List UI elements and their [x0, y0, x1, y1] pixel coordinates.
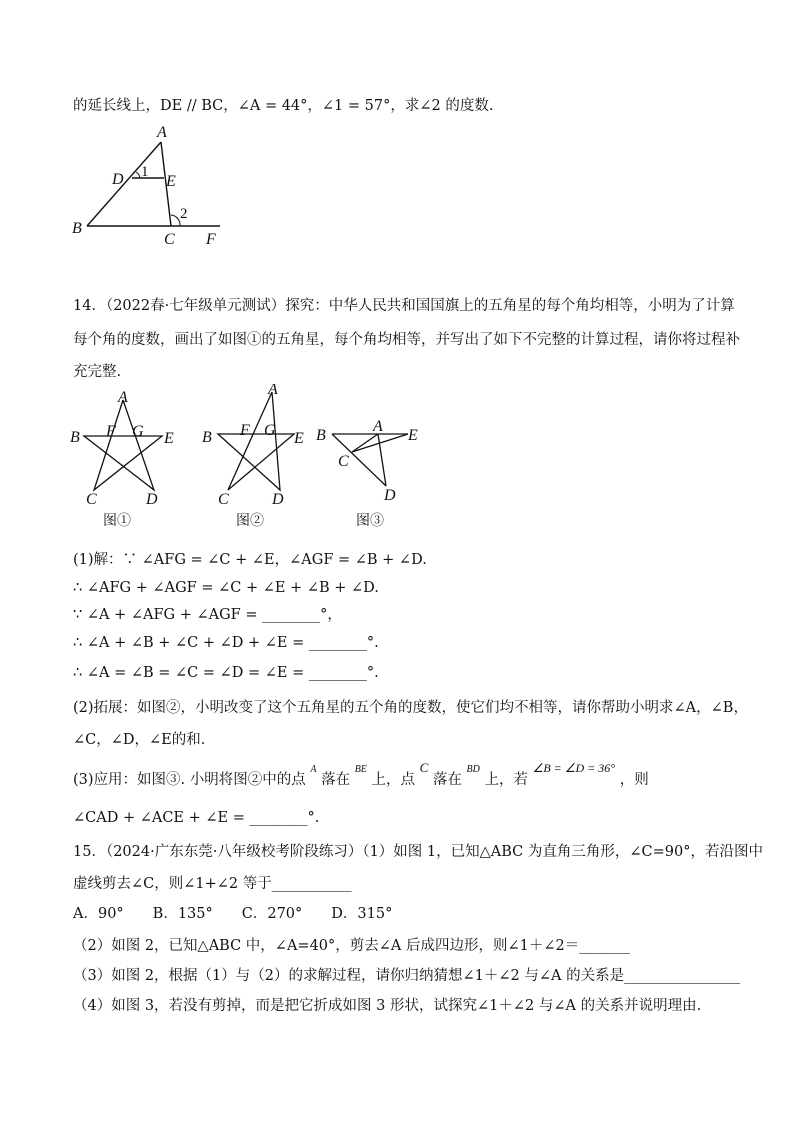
application-text: 上，点: [371, 772, 416, 788]
solution-step-2: ∴ ∠AFG + ∠AGF = ∠C + ∠E + ∠B + ∠D.: [73, 580, 379, 596]
application-end: ，则: [619, 772, 649, 788]
star-figure-3: [312, 418, 422, 506]
q14-line-2: 每个角的度数，画出了如图①的五角星，每个角均相等，并写出了如下不完整的计算过程，请你将过程补: [73, 332, 740, 348]
q15-line-5: （4）如图 3，若没有剪掉，而是把它折成如图 3 形状，试探究∠1＋∠2 与∠A 的关系并说明理由.: [73, 998, 702, 1014]
q15-options: A．90° B．135° C．270° D．315°: [73, 906, 393, 922]
label-b: B: [72, 220, 82, 237]
q13-text-line: 的延长线上，DE // BC，∠A = 44°，∠1 = 57°，求∠2 的度数.: [73, 98, 494, 114]
solution-step-1: (1)解：∵ ∠AFG = ∠C + ∠E，∠AGF = ∠B + ∠D.: [73, 552, 427, 568]
label-c: C: [218, 491, 229, 508]
application-text: 落在: [432, 772, 462, 788]
label-d: D: [112, 171, 124, 188]
application-text: 上，若: [484, 772, 528, 788]
star-figure-1: [66, 388, 176, 508]
solution-step-5: ∴ ∠A = ∠B = ∠C = ∠D = ∠E = ________°.: [73, 665, 379, 681]
label-b: B: [316, 427, 326, 444]
label-c: C: [164, 231, 175, 248]
solution-step-3: ∵ ∠A + ∠AFG + ∠AGF = ________°，: [73, 607, 342, 623]
label-f: F: [206, 231, 216, 248]
label-g: G: [264, 422, 276, 439]
star-figure-2: [198, 384, 308, 508]
label-e: E: [294, 430, 304, 447]
label-e: E: [408, 427, 418, 444]
label-c: C: [86, 491, 97, 508]
label-g: G: [132, 423, 144, 440]
application-line-2: ∠CAD + ∠ACE + ∠E = ________°.: [73, 810, 320, 826]
solution-step-4: ∴ ∠A + ∠B + ∠C + ∠D + ∠E = ________°.: [73, 635, 379, 651]
label-a: A: [268, 384, 278, 398]
extension-line-1: (2)拓展：如图②，小明改变了这个五角星的五个角的度数，使它们均不相等，请你帮助小明求∠A，∠B，: [73, 700, 748, 716]
segment-be-label: BE: [354, 764, 367, 775]
label-d: D: [272, 491, 284, 508]
label-f: F: [106, 423, 116, 440]
label-a: A: [157, 124, 167, 141]
point-a-label: A: [310, 764, 317, 775]
label-b: B: [202, 429, 212, 446]
q15-line-1: 15．（2024·广东东莞·八年级校考阶段练习）（1）如图 1，已知△ABC 为直角三角形，∠C=90°，若沿图中: [73, 844, 763, 860]
label-c: C: [338, 453, 349, 470]
angle-condition: ∠B = ∠D = 36°: [532, 761, 616, 775]
label-e: E: [166, 173, 176, 190]
segment-bd-label: BD: [466, 764, 480, 775]
q15-line-2: 虚线剪去∠C，则∠1+∠2 等于___________: [73, 876, 352, 892]
point-c-label: C: [419, 760, 429, 775]
label-b: B: [70, 429, 80, 446]
extension-line-2: ∠C，∠D，∠E的和.: [73, 732, 206, 748]
q14-line-1: 14．（2022春·七年级单元测试）探究：中华人民共和国国旗上的五角星的每个角均相等，小明为了计算: [73, 298, 735, 314]
label-d: D: [384, 487, 396, 504]
figure-1-caption: 图①: [103, 513, 131, 529]
q14-line-3: 充完整.: [73, 364, 122, 380]
label-a: A: [118, 389, 128, 406]
label-e: E: [164, 430, 174, 447]
application-prefix: (3)应用：如图③. 小明将图②中的点: [73, 772, 306, 788]
triangle-figure: [60, 120, 240, 250]
label-a: A: [373, 418, 383, 435]
figure-3-caption: 图③: [356, 513, 384, 529]
q15-line-3: （2）如图 2，已知△ABC 中，∠A=40°，剪去∠A 后成四边形，则∠1＋∠2＝_______: [73, 938, 631, 954]
q15-line-4: （3）如图 2，根据（1）与（2）的求解过程，请你归纳猜想∠1＋∠2 与∠A 的关系是________________: [73, 968, 741, 984]
angle-1-label: 1: [141, 164, 149, 180]
application-text: 落在: [321, 772, 351, 788]
figure-2-caption: 图②: [236, 513, 264, 529]
angle-2-label: 2: [180, 206, 188, 222]
label-f: F: [240, 422, 250, 439]
label-d: D: [146, 491, 158, 508]
